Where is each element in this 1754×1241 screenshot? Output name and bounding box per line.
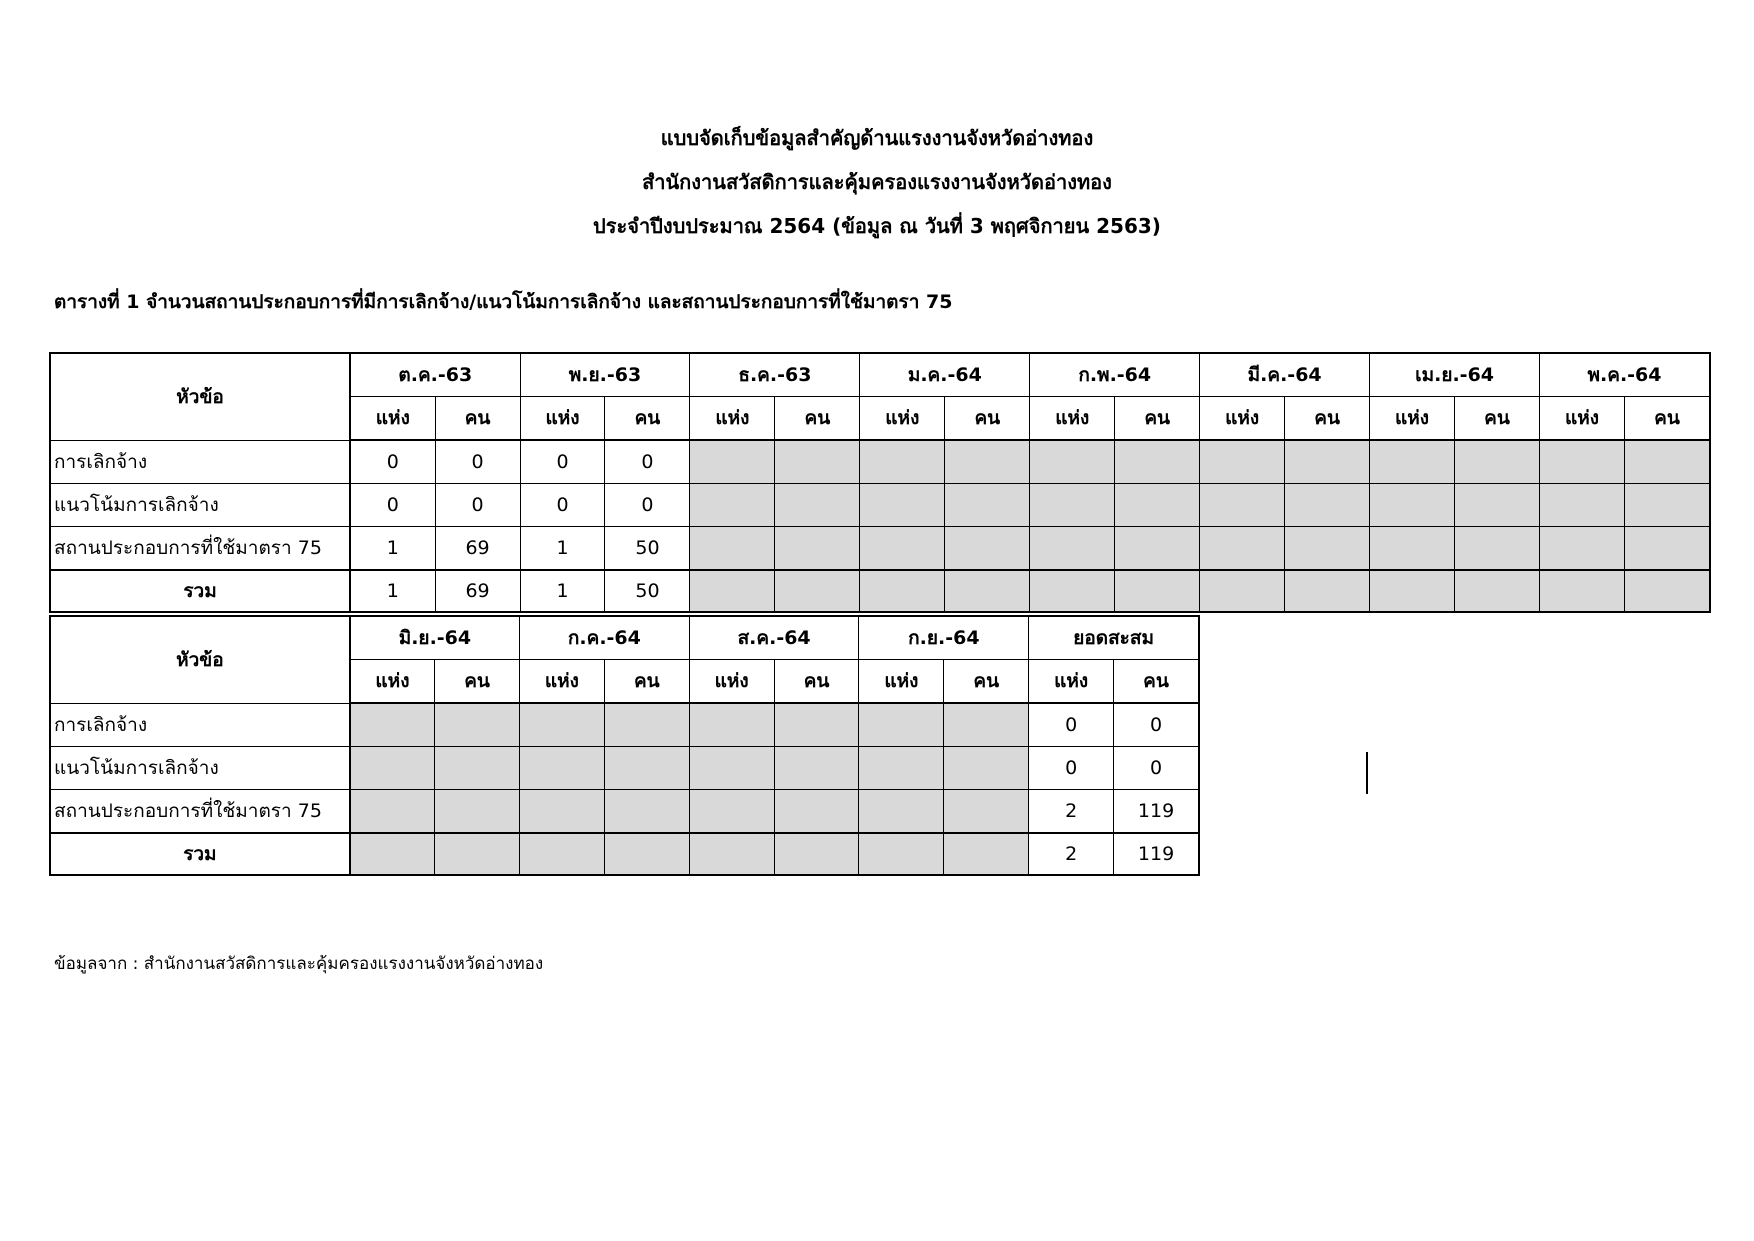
empty-cell — [690, 570, 775, 612]
month-header: พ.ค.-64 — [1540, 354, 1710, 397]
value-cell: 1 — [350, 527, 435, 571]
row-label: การเลิกจ้าง — [51, 703, 350, 747]
header-row-months — [51, 617, 1199, 660]
value-cell: 0 — [1029, 747, 1114, 790]
empty-cell — [689, 790, 774, 834]
unit-places-header: แห่ง — [350, 397, 435, 441]
empty-cell — [1200, 440, 1285, 484]
month-header: ม.ค.-64 — [860, 354, 1030, 397]
empty-cell — [1540, 527, 1625, 571]
empty-cell — [690, 484, 775, 527]
empty-cell — [1030, 440, 1115, 484]
empty-cell — [775, 440, 860, 484]
unit-people-header: คน — [435, 660, 520, 704]
empty-cell — [944, 747, 1029, 790]
table-row — [51, 484, 1710, 527]
value-cell: 0 — [435, 484, 520, 527]
value-cell: 0 — [350, 484, 435, 527]
row-label: การเลิกจ้าง — [51, 440, 351, 484]
header-row-months — [51, 354, 1710, 397]
month-header: ส.ค.-64 — [689, 617, 859, 660]
empty-cell — [350, 790, 435, 834]
month-header: เม.ย.-64 — [1370, 354, 1540, 397]
empty-cell — [774, 833, 859, 875]
table-row — [51, 440, 1710, 484]
empty-cell — [945, 570, 1030, 612]
empty-cell — [774, 790, 859, 834]
unit-places-header: แห่ง — [1030, 397, 1115, 441]
empty-cell — [604, 747, 689, 790]
empty-cell — [1540, 440, 1625, 484]
empty-cell — [350, 833, 435, 875]
empty-cell — [1624, 527, 1709, 571]
empty-cell — [944, 833, 1029, 875]
empty-cell — [604, 790, 689, 834]
row-label-total: รวม — [51, 833, 350, 875]
empty-cell — [689, 833, 774, 875]
empty-cell — [860, 484, 945, 527]
month-header: ธ.ค.-63 — [690, 354, 860, 397]
empty-cell — [1370, 570, 1455, 612]
empty-cell — [1200, 570, 1285, 612]
empty-cell — [435, 790, 520, 834]
unit-people-header: คน — [604, 660, 689, 704]
source-note: ข้อมูลจาก : สำนักงานสวัสดิการและคุ้มครองแรงงานจังหวัดอ่างทอง — [54, 954, 544, 974]
value-cell: 119 — [1114, 790, 1199, 834]
month-header: พ.ย.-63 — [520, 354, 690, 397]
empty-cell — [350, 703, 435, 747]
empty-cell — [860, 440, 945, 484]
empty-cell — [859, 790, 944, 834]
value-cell: 50 — [605, 527, 690, 571]
empty-cell — [689, 747, 774, 790]
empty-cell — [775, 570, 860, 612]
value-cell: 69 — [435, 570, 520, 612]
topic-header: หัวข้อ — [51, 354, 351, 441]
value-cell: 0 — [605, 484, 690, 527]
empty-cell — [944, 790, 1029, 834]
empty-cell — [1370, 527, 1455, 571]
empty-cell — [1115, 440, 1200, 484]
value-cell: 0 — [435, 440, 520, 484]
empty-cell — [520, 790, 605, 834]
value-cell: 0 — [520, 440, 605, 484]
table-row — [51, 747, 1199, 790]
text-cursor — [1366, 752, 1368, 794]
unit-places-header: แห่ง — [520, 397, 605, 441]
monthly-table-2 — [50, 616, 1199, 875]
empty-cell — [1115, 570, 1200, 612]
empty-cell — [689, 703, 774, 747]
month-header: ยอดสะสม — [1029, 617, 1199, 660]
empty-cell — [435, 747, 520, 790]
empty-cell — [1455, 527, 1540, 571]
unit-people-header: คน — [1285, 397, 1370, 441]
value-cell: 119 — [1114, 833, 1199, 875]
empty-cell — [604, 833, 689, 875]
empty-cell — [945, 484, 1030, 527]
unit-people-header: คน — [1455, 397, 1540, 441]
unit-people-header: คน — [605, 397, 690, 441]
month-header: ต.ค.-63 — [350, 354, 520, 397]
row-label: สถานประกอบการที่ใช้มาตรา 75 — [51, 790, 350, 834]
empty-cell — [435, 833, 520, 875]
month-header: ก.ย.-64 — [859, 617, 1029, 660]
unit-places-header: แห่ง — [689, 660, 774, 704]
empty-cell — [1285, 527, 1370, 571]
empty-cell — [774, 747, 859, 790]
value-cell: 69 — [435, 527, 520, 571]
empty-cell — [520, 703, 605, 747]
unit-people-header: คน — [1624, 397, 1709, 441]
empty-cell — [859, 833, 944, 875]
table-caption: ตารางที่ 1 จำนวนสถานประกอบการที่มีการเลิกจ้าง/แนวโน้มการเลิกจ้าง และสถานประกอบการที่ใช้มาตรา 75 — [54, 291, 953, 313]
unit-people-header: คน — [775, 397, 860, 441]
empty-cell — [1030, 527, 1115, 571]
total-row — [51, 833, 1199, 875]
value-cell: 0 — [520, 484, 605, 527]
empty-cell — [1455, 440, 1540, 484]
empty-cell — [1285, 484, 1370, 527]
empty-cell — [774, 703, 859, 747]
empty-cell — [1624, 440, 1709, 484]
monthly-table-1 — [50, 353, 1710, 612]
table-row — [51, 790, 1199, 834]
empty-cell — [1455, 484, 1540, 527]
empty-cell — [859, 703, 944, 747]
value-cell: 0 — [1114, 703, 1199, 747]
topic-header: หัวข้อ — [51, 617, 350, 704]
month-header: ก.ค.-64 — [520, 617, 690, 660]
empty-cell — [860, 527, 945, 571]
unit-people-header: คน — [774, 660, 859, 704]
value-cell: 2 — [1029, 833, 1114, 875]
unit-people-header: คน — [944, 660, 1029, 704]
unit-people-header: คน — [1114, 660, 1199, 704]
empty-cell — [1540, 570, 1625, 612]
value-cell: 0 — [605, 440, 690, 484]
value-cell: 50 — [605, 570, 690, 612]
unit-places-header: แห่ง — [859, 660, 944, 704]
row-label: แนวโน้มการเลิกจ้าง — [51, 484, 351, 527]
empty-cell — [520, 747, 605, 790]
table-row — [51, 703, 1199, 747]
empty-cell — [1115, 527, 1200, 571]
empty-cell — [859, 747, 944, 790]
empty-cell — [775, 484, 860, 527]
empty-cell — [1030, 570, 1115, 612]
unit-places-header: แห่ง — [1029, 660, 1114, 704]
unit-places-header: แห่ง — [690, 397, 775, 441]
empty-cell — [1285, 440, 1370, 484]
empty-cell — [1115, 484, 1200, 527]
value-cell: 0 — [1029, 703, 1114, 747]
value-cell: 1 — [350, 570, 435, 612]
empty-cell — [520, 833, 605, 875]
value-cell: 0 — [350, 440, 435, 484]
month-header: ก.พ.-64 — [1030, 354, 1200, 397]
unit-places-header: แห่ง — [1200, 397, 1285, 441]
row-label-total: รวม — [51, 570, 351, 612]
empty-cell — [945, 440, 1030, 484]
empty-cell — [1455, 570, 1540, 612]
value-cell: 1 — [520, 527, 605, 571]
empty-cell — [1200, 484, 1285, 527]
empty-cell — [945, 527, 1030, 571]
empty-cell — [1030, 484, 1115, 527]
value-cell: 0 — [1114, 747, 1199, 790]
empty-cell — [690, 527, 775, 571]
empty-cell — [1624, 570, 1709, 612]
value-cell: 1 — [520, 570, 605, 612]
empty-cell — [604, 703, 689, 747]
total-row — [51, 570, 1710, 612]
empty-cell — [860, 570, 945, 612]
empty-cell — [1540, 484, 1625, 527]
empty-cell — [1624, 484, 1709, 527]
unit-places-header: แห่ง — [860, 397, 945, 441]
empty-cell — [775, 527, 860, 571]
empty-cell — [1285, 570, 1370, 612]
empty-cell — [350, 747, 435, 790]
month-header: มี.ค.-64 — [1200, 354, 1370, 397]
table-row — [51, 527, 1710, 571]
row-label: แนวโน้มการเลิกจ้าง — [51, 747, 350, 790]
empty-cell — [1370, 484, 1455, 527]
empty-cell — [1370, 440, 1455, 484]
report-agency: สำนักงานสวัสดิการและคุ้มครองแรงงานจังหวัดอ่างทอง — [642, 170, 1112, 194]
unit-people-header: คน — [945, 397, 1030, 441]
empty-cell — [1200, 527, 1285, 571]
value-cell: 2 — [1029, 790, 1114, 834]
report-title: แบบจัดเก็บข้อมูลสำคัญด้านแรงงานจังหวัดอ่างทอง — [660, 126, 1094, 150]
unit-places-header: แห่ง — [1370, 397, 1455, 441]
unit-people-header: คน — [1115, 397, 1200, 441]
row-label: สถานประกอบการที่ใช้มาตรา 75 — [51, 527, 351, 571]
empty-cell — [944, 703, 1029, 747]
empty-cell — [435, 703, 520, 747]
unit-places-header: แห่ง — [520, 660, 605, 704]
month-header: มิ.ย.-64 — [350, 617, 520, 660]
report-period: ประจำปีงบประมาณ 2564 (ข้อมูล ณ วันที่ 3 พฤศจิกายน 2563) — [593, 214, 1161, 238]
empty-cell — [690, 440, 775, 484]
unit-people-header: คน — [435, 397, 520, 441]
unit-places-header: แห่ง — [1540, 397, 1625, 441]
unit-places-header: แห่ง — [350, 660, 435, 704]
